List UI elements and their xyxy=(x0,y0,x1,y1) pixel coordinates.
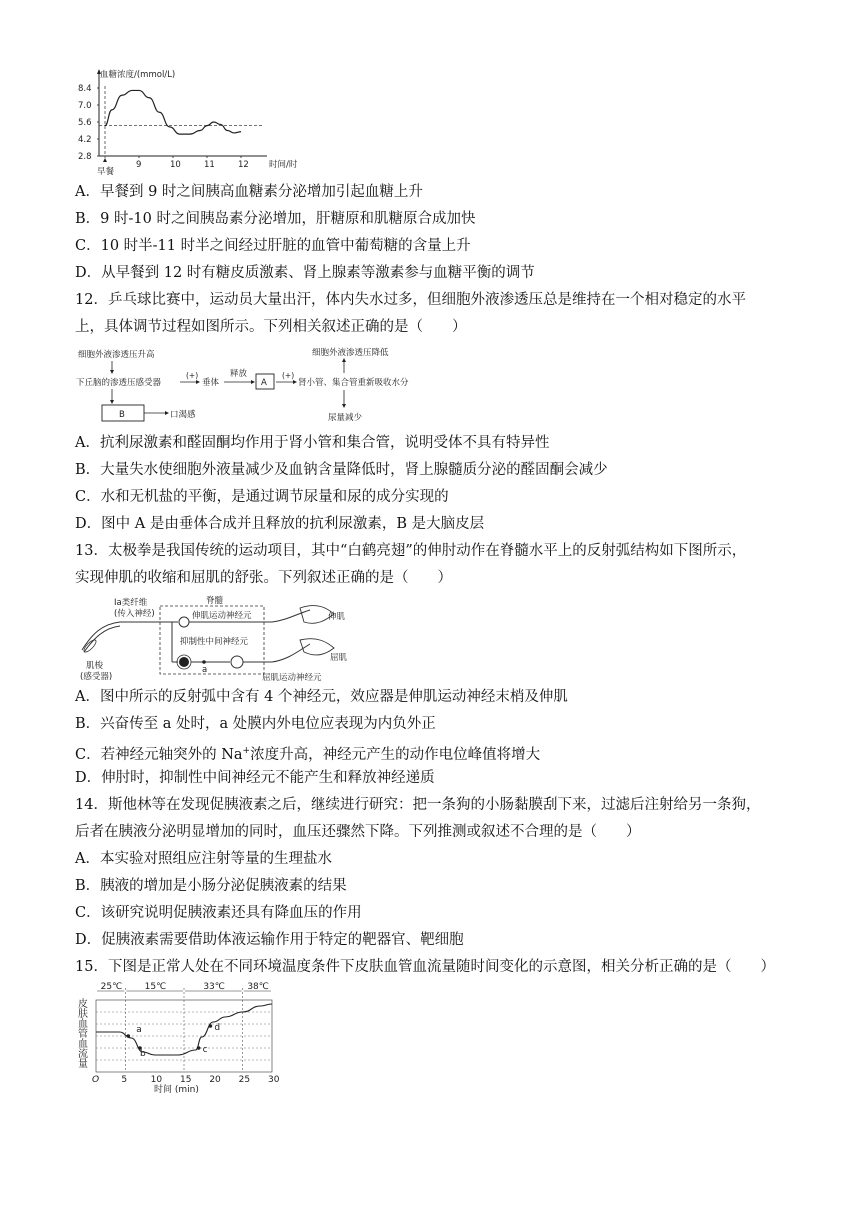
chart2-xtick: 15 xyxy=(180,1075,192,1085)
q11-option-a: A．早餐到 9 时之间胰高血糖素分泌增加引起血糖上升 xyxy=(75,184,423,200)
diag13-receptor: (感受器) xyxy=(80,672,113,682)
chart2-temp-label: 38℃ xyxy=(247,982,269,992)
diag13-spine: 脊髓 xyxy=(206,596,224,606)
skin-blood-flow-chart xyxy=(76,982,286,1094)
diag12-high-osmotic: 细胞外液渗透压升高 xyxy=(78,350,155,360)
diag13-flex-motor: 屈肌运动神经元 xyxy=(262,673,322,683)
diag12-box-a: A xyxy=(261,378,267,388)
chart1-xtick: 11 xyxy=(204,160,215,170)
chart2-point-label: c xyxy=(202,1045,208,1055)
chart2-point-label: b xyxy=(140,1049,146,1059)
chart1-breakfast-label: 早餐 xyxy=(97,167,115,177)
diag13-spindle: 肌梭 xyxy=(86,661,104,671)
q14-option-b: B．胰液的增加是小肠分泌促胰液素的结果 xyxy=(75,878,347,894)
q14-stem-line1: 14．斯他林等在发现促胰液素之后，继续进行研究：把一条狗的小肠黏膜刮下来，过滤后注射给另一条狗， xyxy=(75,797,761,813)
chart1-ytick: 8.4 xyxy=(78,84,92,94)
osmoregulation-diagram xyxy=(72,343,452,428)
chart1-ytick: 7.0 xyxy=(78,101,92,111)
chart2-temp-label: 33℃ xyxy=(203,982,225,992)
glucose-curve xyxy=(105,90,241,134)
diag12-low-osmotic: 细胞外液渗透压降低 xyxy=(312,348,389,358)
q11-option-b: B．9 时-10 时之间胰岛素分泌增加，肝糖原和肌糖原合成加快 xyxy=(75,211,476,227)
chart1-ytick: 2.8 xyxy=(78,152,92,162)
blood-glucose-chart xyxy=(72,66,298,178)
chart1-xtick: 10 xyxy=(170,160,181,170)
diag12-thirst: 口渴感 xyxy=(170,410,196,420)
chart2-temp-label: 15℃ xyxy=(144,982,167,992)
q11-option-d: D．从早餐到 12 时有糖皮质激素、肾上腺素等激素参与血糖平衡的调节 xyxy=(75,265,535,281)
q13-option-d: D．伸肘时，抑制性中间神经元不能产生和释放神经递质 xyxy=(75,770,435,786)
diag13-point-a: a xyxy=(202,665,208,675)
q14-option-a: A．本实验对照组应注射等量的生理盐水 xyxy=(75,851,332,867)
chart1-ylabel: 血糖浓度/(mmol/L) xyxy=(100,70,176,80)
chart2-xtick: 30 xyxy=(268,1075,280,1085)
chart2-xtick: 5 xyxy=(121,1075,128,1085)
diag12-box-b: B xyxy=(119,410,125,420)
q12-option-d: D．图中 A 是由垂体合成并且释放的抗利尿激素，B 是大脑皮层 xyxy=(75,516,485,532)
q12-stem-line2: 上，具体调节过程如图所示。下列相关叙述正确的是（ ） xyxy=(75,319,467,335)
diag13-inhibitory: 抑制性中间神经元 xyxy=(180,637,249,647)
chart1-xtick: 12 xyxy=(238,160,249,170)
q13-stem-line1: 13．太极拳是我国传统的运动项目，其中“白鹤亮翅”的伸肘动作在脊髓水平上的反射弧结构如下图所示， xyxy=(75,543,747,559)
chart2-xtick: 25 xyxy=(238,1075,251,1085)
q13-option-a: A．图中所示的反射弧中含有 4 个神经元，效应器是伸肌运动神经末梢及伸肌 xyxy=(75,689,568,705)
q11-option-c: C．10 时半-11 时半之间经过肝脏的血管中葡萄糖的含量上升 xyxy=(75,238,471,254)
chart1-xlabel: 时间/时 xyxy=(269,160,298,170)
q12-option-c: C．水和无机盐的平衡，是通过调节尿量和尿的成分实现的 xyxy=(75,489,449,505)
q12-option-a: A．抗利尿激素和醛固酮均作用于肾小管和集合管，说明受体不具有特异性 xyxy=(75,435,550,451)
chart2-xtick: 10 xyxy=(150,1075,163,1085)
q12-stem-line1: 12．乒乓球比赛中，运动员大量出汗，体内失水过多，但细胞外液渗透压总是维持在一个相对稳定的水平 xyxy=(75,292,746,308)
diag13-afferent-label: (传入神经) xyxy=(114,609,155,619)
chart2-point-label: d xyxy=(214,1023,221,1033)
chart2-xlabel: 时间 (min) xyxy=(154,1085,199,1095)
diag12-plus-2: (+) xyxy=(282,371,295,380)
diag13-flexor: 屈肌 xyxy=(330,653,348,663)
q14-stem-line2: 后者在胰液分泌明显增加的同时，血压还骤然下降。下列推测或叙述不合理的是（ ） xyxy=(75,824,641,840)
chart1-xtick: 9 xyxy=(136,160,142,170)
reflex-arc-diagram xyxy=(72,594,362,683)
q14-option-d: D．促胰液素需要借助体液运输作用于特定的靶器官、靶细胞 xyxy=(75,932,464,948)
diag13-ext-motor: 伸肌运动神经元 xyxy=(192,611,252,621)
chart1-ytick: 4.2 xyxy=(78,135,92,145)
diag13-fiber-label: Ⅰa类纤维 xyxy=(114,598,148,608)
diag12-release: 释放 xyxy=(230,369,248,379)
diag12-receptor: 下丘脑的渗透压感受器 xyxy=(76,378,162,388)
diag12-pituitary: 垂体 xyxy=(202,378,220,388)
diag12-plus-1: (+) xyxy=(186,371,199,380)
diag12-kidney: 肾小管、集合管重新吸收水分 xyxy=(298,378,409,388)
q13-stem-line2: 实现伸肌的收缩和屈肌的舒张。下列叙述正确的是（ ） xyxy=(75,570,452,586)
q12-option-b: B．大量失水使细胞外液量减少及血钠含量降低时，肾上腺髓质分泌的醛固酮会减少 xyxy=(75,462,608,478)
chart2-xtick: 20 xyxy=(209,1075,221,1085)
chart2-point-label: a xyxy=(136,1025,142,1035)
chart1-ytick: 5.6 xyxy=(78,118,92,128)
q15-stem: 15．下图是正常人处在不同环境温度条件下皮肤血管血流量随时间变化的示意图，相关分析正确的是（ ） xyxy=(75,959,775,975)
diag13-extensor: 伸肌 xyxy=(328,612,346,622)
q13-option-b: B．兴奋传至 a 处时，a 处膜内外电位应表现为内负外正 xyxy=(75,716,436,732)
q13-option-c: C．若神经元轴突外的 Na+浓度升高，神经元产生的动作电位峰值将增大 xyxy=(75,746,541,763)
chart2-xtick: O xyxy=(92,1075,100,1085)
diag12-urine-less: 尿量减少 xyxy=(328,413,363,423)
chart2-ylabel: 皮肤血管血流量 xyxy=(75,998,87,1068)
chart2-temp-label: 25℃ xyxy=(100,982,123,992)
q14-option-c: C．该研究说明促胰液素还具有降血压的作用 xyxy=(75,905,362,921)
